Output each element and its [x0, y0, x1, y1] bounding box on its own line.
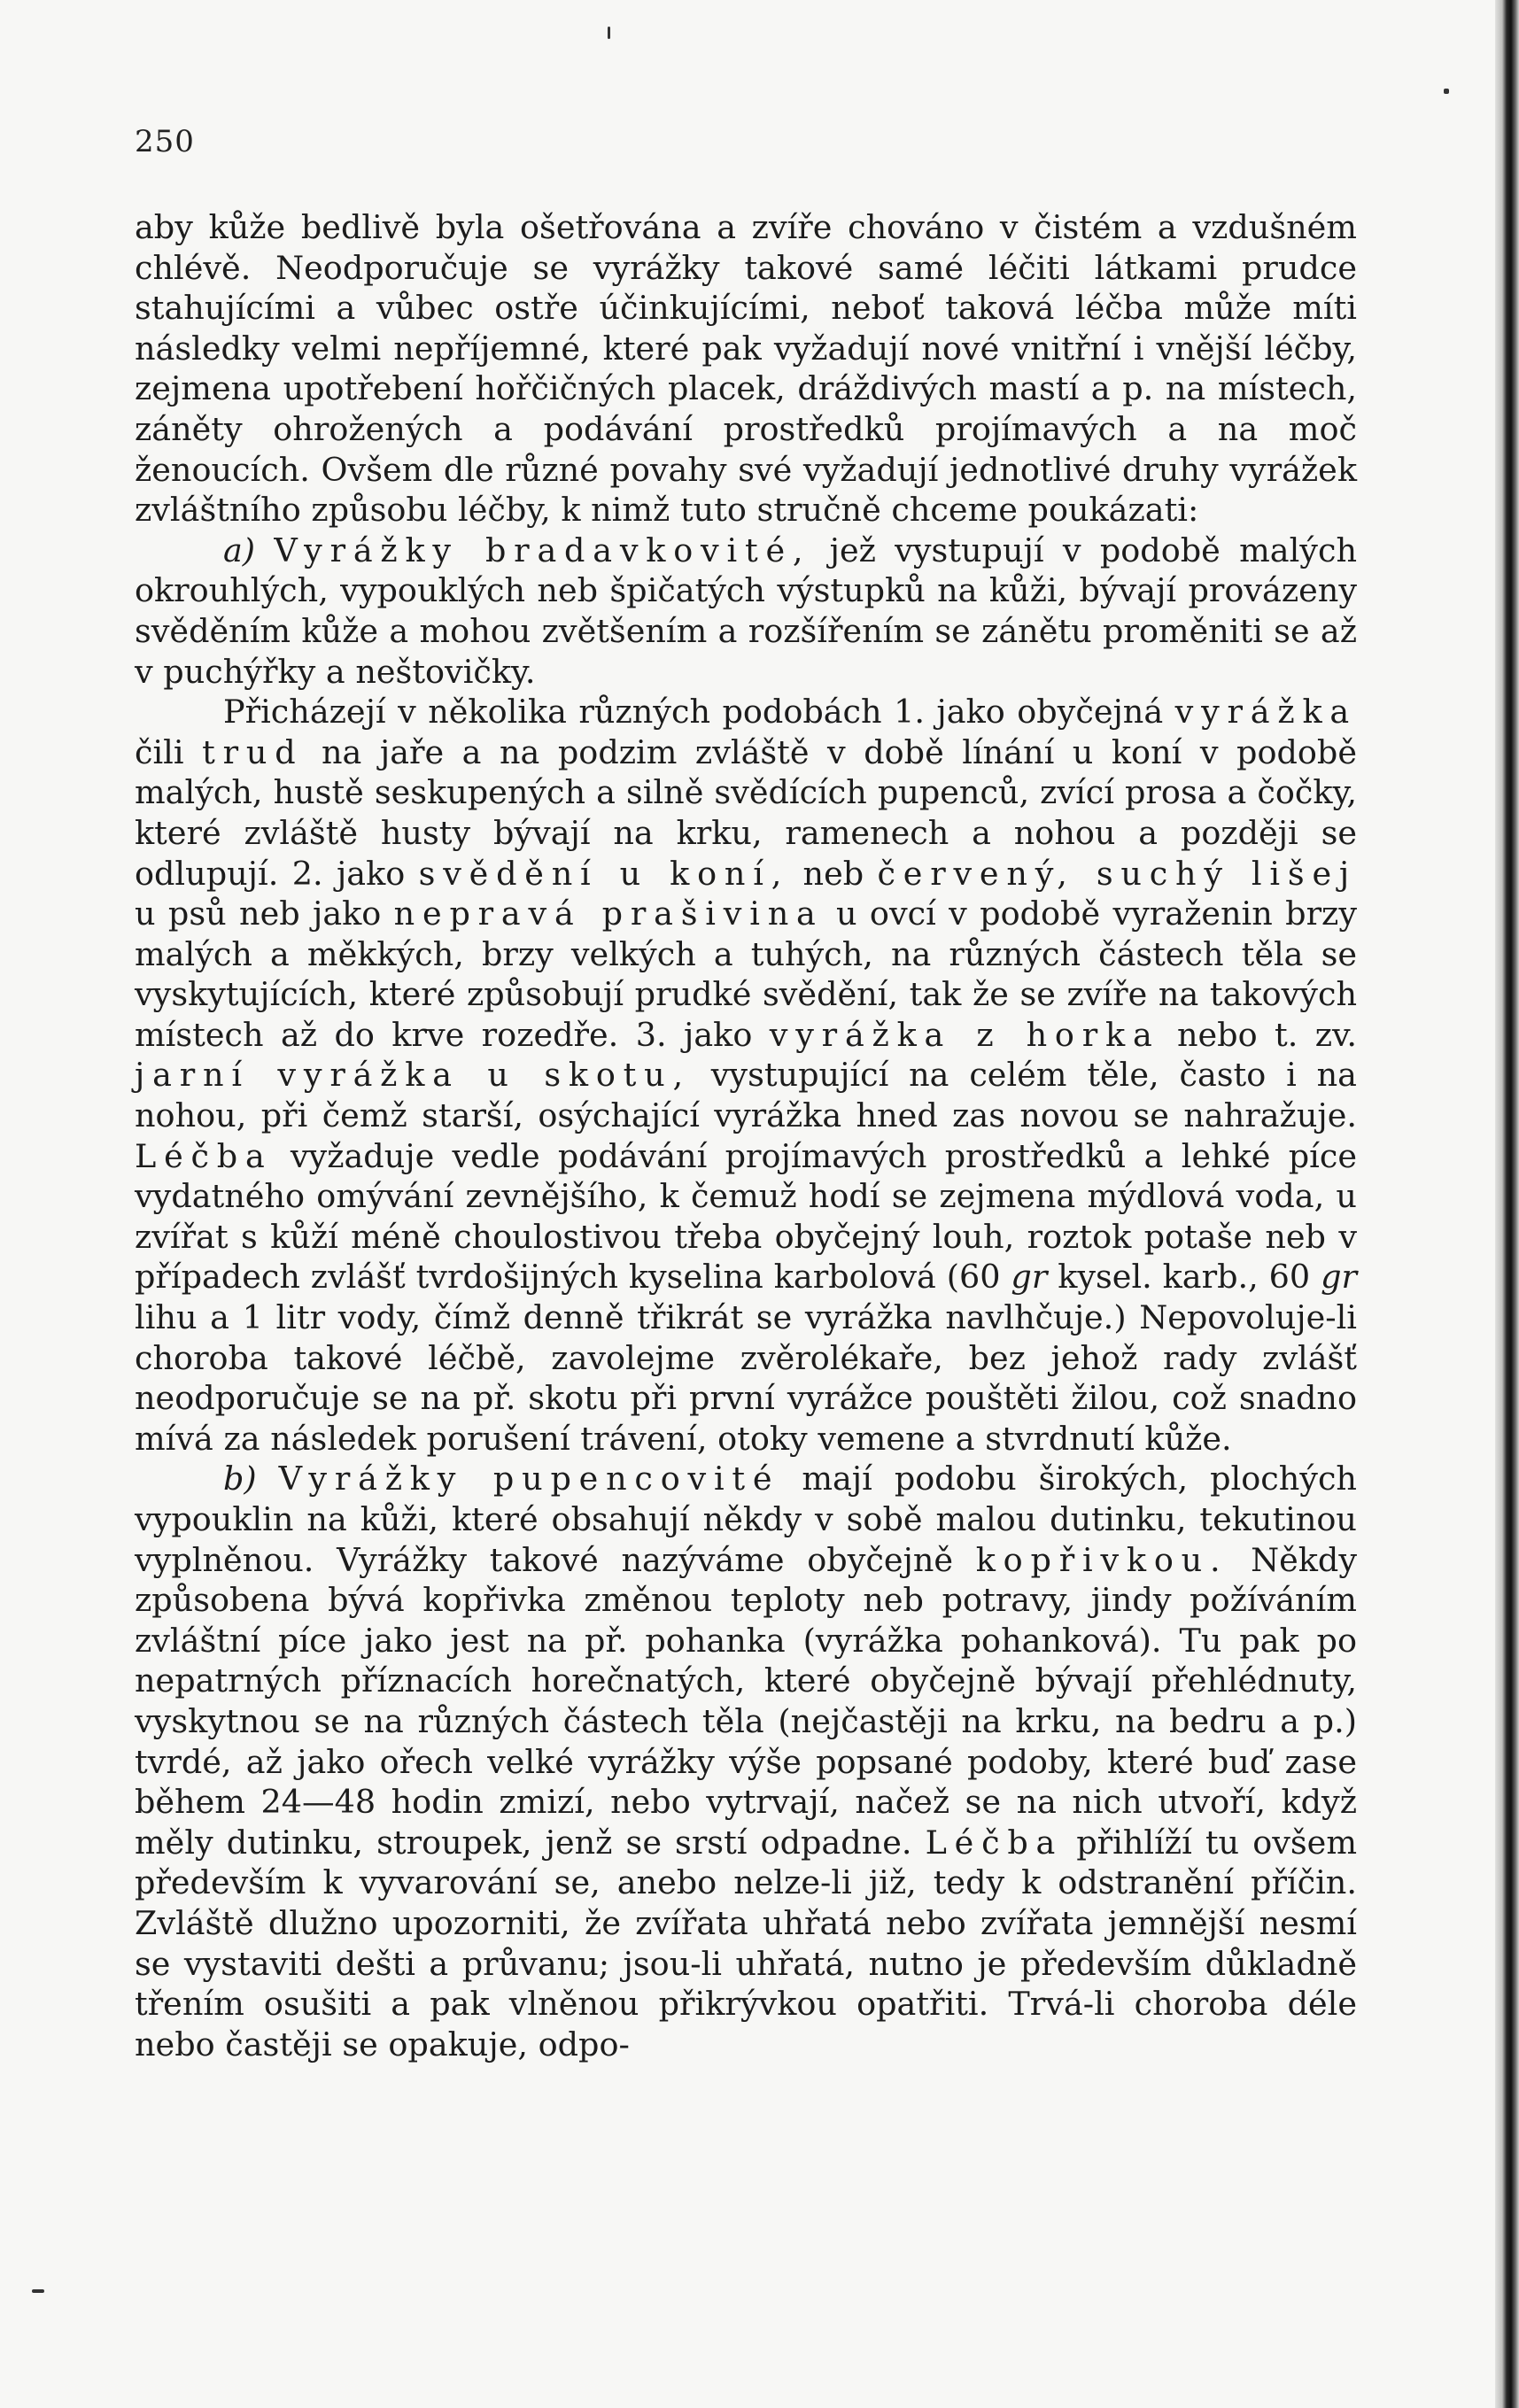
- term: trud: [202, 732, 304, 771]
- text-run: Přicházejí v několika různých podobách 1. jako obyčejná: [223, 693, 1175, 732]
- term: Léčba: [135, 1136, 273, 1175]
- book-spine-shadow: [1495, 0, 1519, 2408]
- term: Vyrážky pupencovité: [278, 1460, 780, 1498]
- text-run: na jaře a na podzim zvláště v době línání u koní v podobě malých, hustě seskupených a silně svědících pupenců, zvící prosa a čočky, které zvláště husty bývají na krku, ramenech a nohou a později se odlupují. 2. jako: [135, 732, 1357, 893]
- text-run: mají podobu širokých, plochých vypouklin na kůži, které obsahují někdy v sobě malou dutinku, tekutinou vyplněnou. Vyrážky takové nazýváme obyčejně: [135, 1460, 1357, 1579]
- text-run: u ovcí v podobě vyraženin brzy malých a měkkých, brzy velkých a tuhých, na různých částech těla se vyskytujících, které způsobují prudké svědění, tak že se zvíře na takových místech až do krve rozedře. 3. jako: [135, 894, 1357, 1054]
- text-run: Někdy způsobena bývá kopřivka změnou teploty neb potravy, jindy požíváním zvláštní píce jako jest na př. pohanka (vyrážka pohanková). Tu pak po nepatrných příznacích horečnatých, které obyčejně bývají přehlédnuty, vyskytnou se na různých částech těla (nejčastěji na krku, na bedru a p.) tvrdé, až jako ořech velké vyrážky výše popsané podoby, které buď zase během 24—48 hodin zmizí, nebo vytrvají, načež se na nich utvoří, když měly dutinku, stroupek, jenž se srstí odpadne.: [135, 1540, 1357, 1862]
- text-run: vyžaduje vedle podávání projímavých prostředků a lehké píce vydatného omývání zevnějšího, k čemuž hodí se zejmena mýdlová voda, u zvířat s kůží méně choulostivou třeba obyčejný louh, roztok potaše neb v případech zvlášť tvrdošijných kyselina karbolová (60: [135, 1136, 1357, 1297]
- term: červený, suchý lišej: [877, 854, 1358, 893]
- scan-speck: [32, 2289, 44, 2293]
- text-run: u psů neb jako: [135, 894, 394, 933]
- text-run: neb: [789, 854, 878, 893]
- text-run: čili: [135, 732, 203, 771]
- body-text: [135, 207, 1357, 2064]
- term: jarní vyrážka u skotu,: [135, 1056, 691, 1095]
- term: nepravá prašivina: [393, 894, 824, 933]
- unit: gr: [1321, 1258, 1357, 1297]
- paragraph-a: [135, 530, 1357, 692]
- scan-speck: [1444, 89, 1449, 94]
- text-run: kysel. karb., 60: [1047, 1258, 1321, 1297]
- paragraph-text: jež vystupují v podobě malých okrouhlých, vypouklých neb špičatých výstupků na kůži, bývají provázeny svěděním kůže a mohou zvětšením a rozšířením se zánětu proměniti se až v puchýřky a neštovičky.: [135, 530, 1357, 691]
- text-run: vystupující na celém těle, často i na nohou, při čemž starší, osýchající vyrážka hned zas novou se nahražuje.: [135, 1056, 1357, 1135]
- item-marker: b): [223, 1460, 257, 1498]
- term: vyrážka: [1174, 693, 1357, 732]
- term: kopřivkou.: [975, 1540, 1228, 1579]
- scan-speck: [608, 27, 610, 39]
- page-number: 250: [135, 124, 195, 159]
- term: vyrážka z horka: [769, 1015, 1160, 1054]
- unit: gr: [1011, 1258, 1048, 1297]
- text-run: lihu a 1 litr vody, čímž denně třikrát se vyrážka navlhčuje.) Nepovoluje-li choroba takové léčbě, zavolejme zvěrolékaře, bez jehož rady zvlášť neodporučuje se na př. skotu při první vyrážce pouštěti žilou, což snadno mívá za následek porušení trávení, otoky vemene a stvrdnutí kůže.: [135, 1298, 1357, 1458]
- text-run: přihlíží tu ovšem především k vyvarování se, anebo nelze-li již, tedy k odstranění příčin. Zvláště dlužno upozorniti, že zvířata uhřatá nebo zvířata jemnější nesmí se vystaviti dešti a průvanu; jsou-li uhřatá, nutno je především důkladně třením osušiti a pak vlněnou přikrývkou opatřiti. Trvá-li choroba déle nebo častěji se opakuje, odpo-: [135, 1823, 1358, 2063]
- text-run: nebo t. zv.: [1159, 1015, 1358, 1054]
- paragraph-b: [135, 1459, 1357, 2064]
- paragraph-intro: aby kůže bedlivě byla ošetřována a zvíře chováno v čistém a vzdušném chlévě. Neodporučuje se vyrážky takové samé léčiti látkami prudce stahujícími a vůbec ostře účinkujícími, neboť taková léčba může míti následky velmi nepříjemné, které pak vyžadují nové vnitřní i vnější léčby, zejmena upotřebení hořčičných placek, dráždivých mastí a p. na místech, záněty ohrožených a podávání prostředků projímavých a na moč ženoucích. Ovšem dle různé povahy své vyžadují jednotlivé druhy vyrážek zvláštního způsobu léčby, k nimž tuto stručně chceme poukázati:: [135, 208, 1357, 530]
- term: Vyrážky bradavkovité,: [274, 530, 811, 569]
- term: svědění u koní,: [418, 854, 790, 893]
- paragraph-types: [135, 692, 1357, 1459]
- item-marker: a): [223, 530, 256, 569]
- term: Léčba: [925, 1823, 1064, 1862]
